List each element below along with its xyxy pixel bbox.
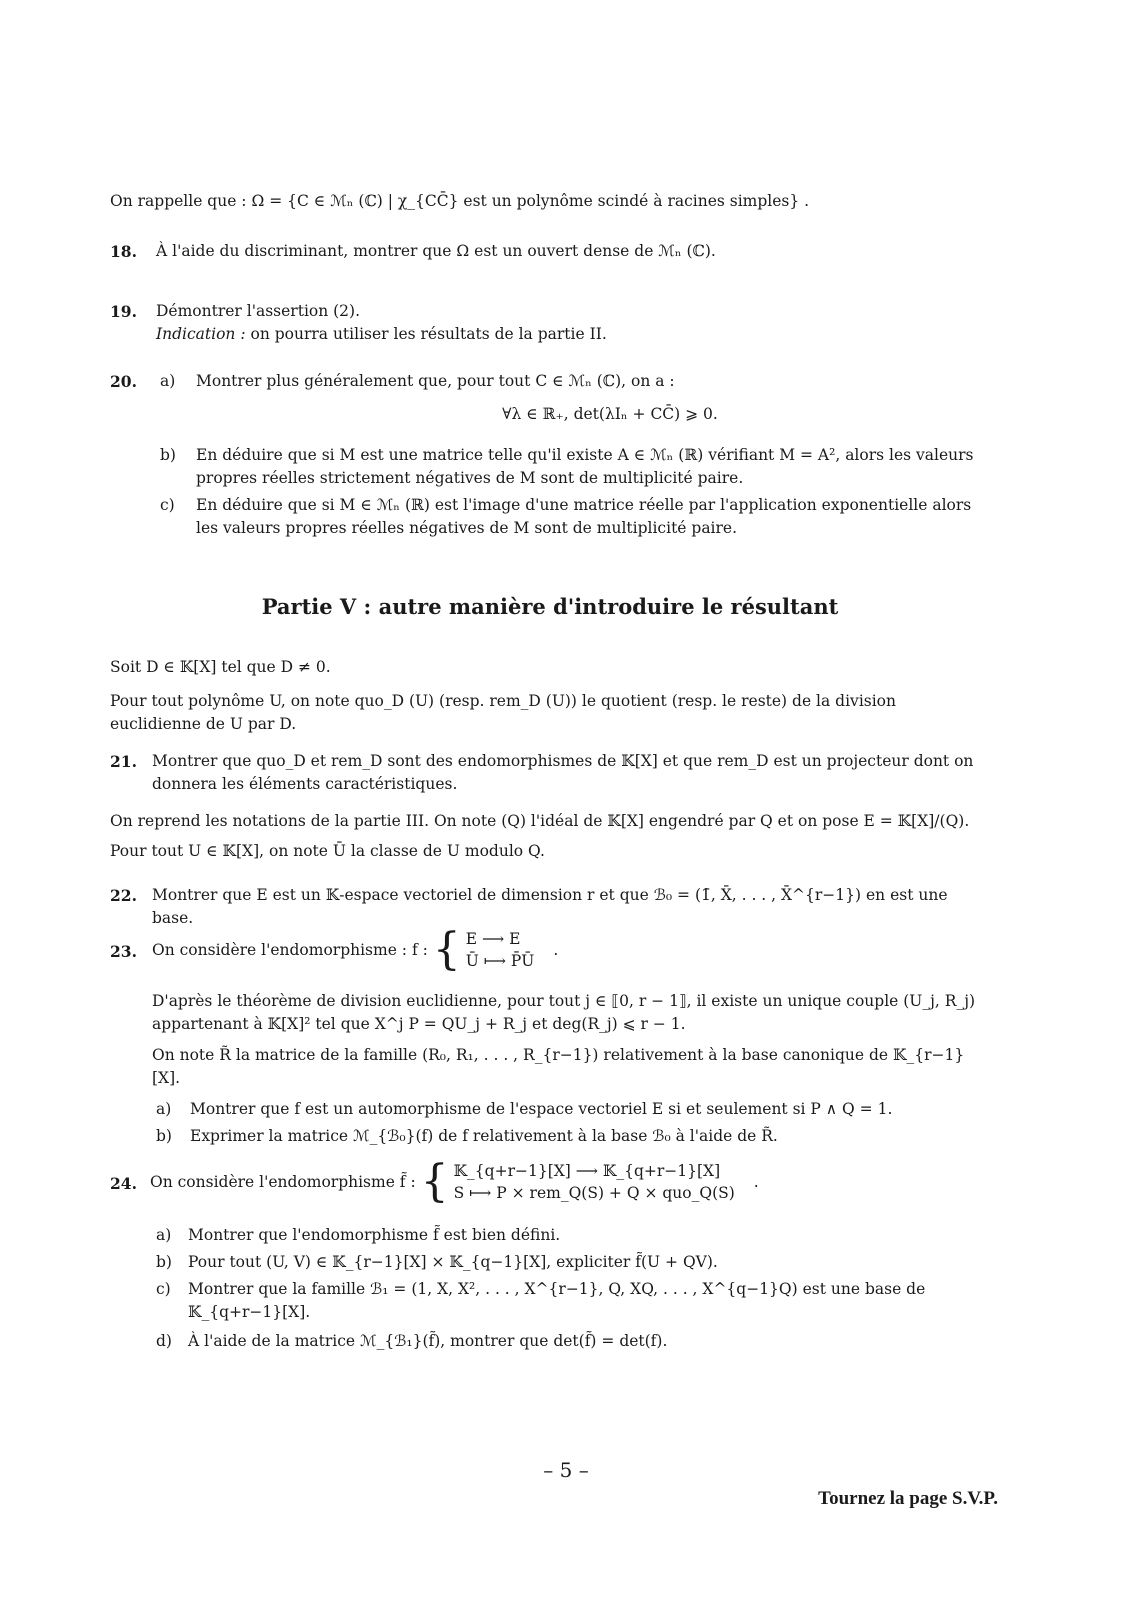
subquestion-label: a) (156, 1100, 172, 1118)
subquestion-label: b) (156, 1253, 172, 1271)
class-paragraph: Pour tout U ∈ 𝕂[X], on note Ū la classe de U modulo Q. (110, 842, 545, 860)
intro-text: On rappelle que : Ω = {C ∈ ℳₙ (ℂ) | χ_{CC̄} est un polynôme scindé à racines simples} . (110, 192, 810, 210)
turn-page-note: Tournez la page S.V.P. (818, 1488, 998, 1509)
hint-text: on pourra utiliser les résultats de la partie II. (245, 325, 607, 343)
map-row: 𝕂_{q+r−1}[X] ⟶ 𝕂_{q+r−1}[X] (453, 1162, 721, 1180)
page-number: – 5 – (543, 1458, 589, 1482)
subquestion-text: À l'aide de la matrice ℳ_{ℬ₁}(f̃), montrer que det(f̃) = det(f). (188, 1332, 668, 1350)
subquestion-text: Exprimer la matrice ℳ_{ℬ₀}(f) de f relativement à la base ℬ₀ à l'aide de R̃. (190, 1127, 778, 1145)
paragraph: On note R̃ la matrice de la famille (R₀, R₁, . . . , R_{r−1}) relativement à la base canonique de 𝕂_{r−1}[X]. (152, 1046, 965, 1087)
question-18 (110, 240, 990, 263)
subquestion-text: En déduire que si M ∈ ℳₙ (ℝ) est l'image d'une matrice réelle par l'application exponentielle alors les valeurs propres réelles négatives de M sont de multiplicité paire. (196, 496, 972, 537)
question-number: 23. (110, 942, 137, 961)
question-number: 20. (110, 372, 137, 391)
hint-label: Indication : (156, 325, 246, 343)
subquestion-label: c) (160, 496, 175, 514)
question-number: 19. (110, 302, 137, 321)
question-22 (110, 884, 990, 930)
left-brace: { (420, 1156, 449, 1207)
soit-paragraph: Soit D ∈ 𝕂[X] tel que D ≠ 0. (110, 658, 331, 676)
subquestion-text: Pour tout (U, V) ∈ 𝕂_{r−1}[X] × 𝕂_{q−1}[X], expliciter f̃(U + QV). (188, 1253, 718, 1271)
question-text: On considère l'endomorphisme f̃ : (150, 1172, 416, 1191)
question-19 (110, 300, 990, 346)
question-text: Démontrer l'assertion (2). (156, 302, 361, 320)
map-definition (466, 928, 535, 972)
question-21 (110, 750, 990, 796)
subquestion-label: b) (156, 1127, 172, 1145)
question-text: On considère l'endomorphisme : f : (152, 940, 428, 959)
map-row: Ū ⟼ P̄Ū (465, 952, 535, 970)
question-text: Montrer que E est un 𝕂-espace vectoriel de dimension r et que ℬ₀ = (1̄, X̄, . . . , X̄^{r−1}) en est une base. (152, 886, 948, 927)
map-row: S ⟼ P × rem_Q(S) + Q × quo_Q(S) (453, 1184, 735, 1202)
formula: ∀λ ∈ ℝ₊, det(λIₙ + CC̄) ⩾ 0. (502, 405, 718, 423)
question-number: 21. (110, 752, 137, 771)
subquestion-text: Montrer que l'endomorphisme f̃ est bien défini. (188, 1226, 561, 1244)
question-20 (110, 370, 990, 540)
definition-paragraph: Pour tout polynôme U, on note quo_D (U) (resp. rem_D (U)) le quotient (resp. le reste) de la division euclidienne de U par D. (110, 692, 896, 733)
subquestion-label: d) (156, 1332, 172, 1350)
notation-paragraph: On reprend les notations de la partie III. On note (Q) l'idéal de 𝕂[X] engendré par Q et on pose E = 𝕂[X]/(Q). (110, 812, 970, 830)
paragraph: D'après le théorème de division euclidienne, pour tout j ∈ ⟦0, r − 1⟧, il existe un unique couple (U_j, R_j) appartenant à 𝕂[X]² tel que X^j P = QU_j + R_j et deg(R_j) ⩽ r − 1. (152, 992, 976, 1033)
subquestion-label: c) (156, 1280, 171, 1298)
subquestion-label: a) (156, 1226, 172, 1244)
map-definition (454, 1160, 735, 1204)
subquestion-text: Montrer que f est un automorphisme de l'espace vectoriel E si et seulement si P ∧ Q = 1. (190, 1100, 893, 1118)
question-text: À l'aide du discriminant, montrer que Ω est un ouvert dense de ℳₙ (ℂ). (156, 242, 716, 260)
question-number: 24. (110, 1174, 137, 1193)
subquestion-text: En déduire que si M est une matrice telle qu'il existe A ∈ ℳₙ (ℝ) vérifiant M = A², alors les valeurs propres réelles strictement négatives de M sont de multiplicité paire. (196, 446, 974, 487)
part-title: Partie V : autre manière d'introduire le résultant (261, 594, 839, 619)
question-23: 23. On considère l'endomorphisme : f : { E ⟶ E Ū ⟼ P̄Ū . D'après le théorème de division euclidienne, pour tout j ∈ ⟦0, r − 1⟧, il existe un unique couple (U_j, R_j) appartenant à 𝕂[X]² tel que X^j P = QU_j + R_j et deg(R_j) ⩽ r − 1. On note R̃ la matrice de la famille (R₀, R₁, . . . , R_{r−1}) relativement à la base canonique de 𝕂_{r−1}[X]. a) Montrer que f est un automorphisme de l'espace vectoriel E si et seulement si P ∧ Q = 1. b) Exprimer la matrice ℳ_{ℬ₀}(f) de f relativement à la base ℬ₀ à l'aide de R̃. (110, 928, 990, 1148)
subquestion-text: Montrer que la famille ℬ₁ = (1, X, X², . . . , X^{r−1}, Q, XQ, . . . , X^{q−1}Q) est une base de 𝕂_{q+r−1}[X]. (188, 1280, 926, 1321)
left-brace: { (432, 924, 461, 975)
question-number: 18. (110, 242, 137, 261)
question-text: Montrer que quo_D et rem_D sont des endomorphismes de 𝕂[X] et que rem_D est un projecteur dont on donnera les éléments caractéristiques. (152, 752, 974, 793)
subquestion-label: a) (160, 372, 176, 390)
intro-paragraph (110, 190, 990, 213)
question-number: 22. (110, 886, 137, 905)
subquestion-text: Montrer plus généralement que, pour tout C ∈ ℳₙ (ℂ), on a : (196, 372, 675, 390)
question-24: 24. On considère l'endomorphisme f̃ : { 𝕂_{q+r−1}[X] ⟶ 𝕂_{q+r−1}[X] S ⟼ P × rem_Q(S) + Q × quo_Q(S) . a) Montrer que l'endomorphisme f̃ est bien défini. b) Pour tout (U, V) ∈ 𝕂_{r−1}[X] × 𝕂_{q−1}[X], expliciter f̃(U + QV). c) Montrer que la famille ℬ₁ = (1, X, X², . . . , X^{r−1}, Q, XQ, . . . , X^{q−1}Q) est une base de 𝕂_{q+r−1}[X]. d) À l'aide de la matrice ℳ_{ℬ₁}(f̃), montrer que det(f̃) = det(f). (110, 1160, 990, 1353)
map-row: E ⟶ E (465, 930, 521, 948)
subquestion-label: b) (160, 446, 176, 464)
